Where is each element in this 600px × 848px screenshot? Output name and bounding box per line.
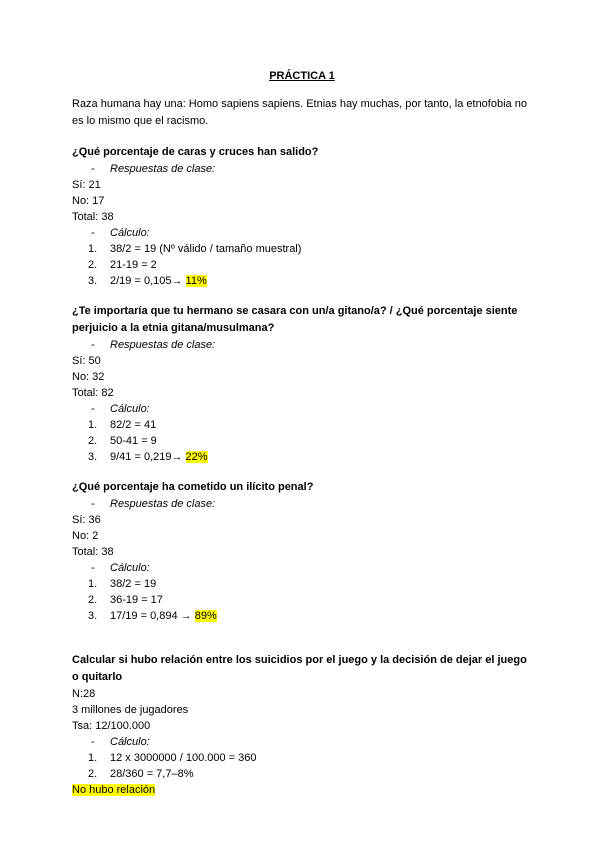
value-total: Total: 38 [72,546,114,558]
final-tsa: Tsa: 12/100.000 [72,720,151,732]
calc-step: 1. 82/2 = 41 [88,419,157,431]
final-question: Calcular si hubo relación entre los suicidios por el juego y la decisión de dejar el juego o quitarlo [72,654,527,683]
calc-steps [72,576,532,624]
page-title: PRÁCTICA 1 [269,70,335,82]
value-total: Total: 82 [72,387,114,399]
calc-steps [72,241,532,289]
section-question: ¿Qué porcentaje ha cometido un ilícito penal? [72,481,314,493]
value-yes: Sí: 36 [72,514,101,526]
calc-steps [72,750,532,782]
section-1 [72,144,532,289]
responses-label: - Respuestas de clase: [72,496,532,512]
responses-label: - Respuestas de clase: [72,337,532,353]
calc-step: 3. 17/19 = 0,894 → 89% [88,610,217,622]
calc-steps [72,417,532,465]
calc-step: 2. 50-41 = 9 [88,435,157,447]
conclusion [72,782,532,798]
calc-step: 1. 38/2 = 19 [88,578,157,590]
responses-label: - Respuestas de clase: [72,161,532,177]
value-no: No: 2 [72,530,99,542]
result-highlight: 22% [185,451,208,463]
calc-label: - Cálculo: [72,225,532,241]
calc-label: - Cálculo: [72,560,532,576]
section-question: ¿Te importaría que tu hermano se casara con un/a gitano/a? / ¿Qué porcentaje siente perjuicio a la etnia gitana/musulmana? [72,305,518,334]
intro-paragraph: Raza humana hay una: Homo sapiens sapiens. Etnias hay muchas, por tanto, la etnofobia no es lo mismo que el racismo. [72,98,527,127]
section-question: ¿Qué porcentaje de caras y cruces han salido? [72,146,319,158]
calc-label: - Cálculo: [72,401,532,417]
final-players: 3 millones de jugadores [72,704,189,716]
section-2 [72,303,532,465]
calc-label: - Cálculo: [72,734,532,750]
calc-step: 2. 28/360 = 7,7–8% [88,768,194,780]
value-yes: Sí: 21 [72,179,101,191]
value-yes: Sí: 50 [72,355,101,367]
conclusion-highlight: No hubo relación [72,784,156,796]
result-highlight: 89% [194,610,217,622]
value-no: No: 17 [72,195,105,207]
final-n: N:28 [72,688,96,700]
value-no: No: 32 [72,371,105,383]
calc-step: 1. 38/2 = 19 (Nº válido / tamaño muestral) [88,243,302,255]
calc-step: 2. 36-19 = 17 [88,594,163,606]
section-final [72,652,532,798]
calc-step: 1. 12 x 3000000 / 100.000 = 360 [88,752,257,764]
calc-step: 3. 2/19 = 0,105→ 11% [88,275,207,287]
value-total: Total: 38 [72,211,114,223]
document-page [72,68,532,798]
calc-step: 2. 21-19 = 2 [88,259,157,271]
section-3 [72,479,532,624]
calc-step: 3. 9/41 = 0,219→ 22% [88,451,208,463]
result-highlight: 11% [185,275,207,287]
